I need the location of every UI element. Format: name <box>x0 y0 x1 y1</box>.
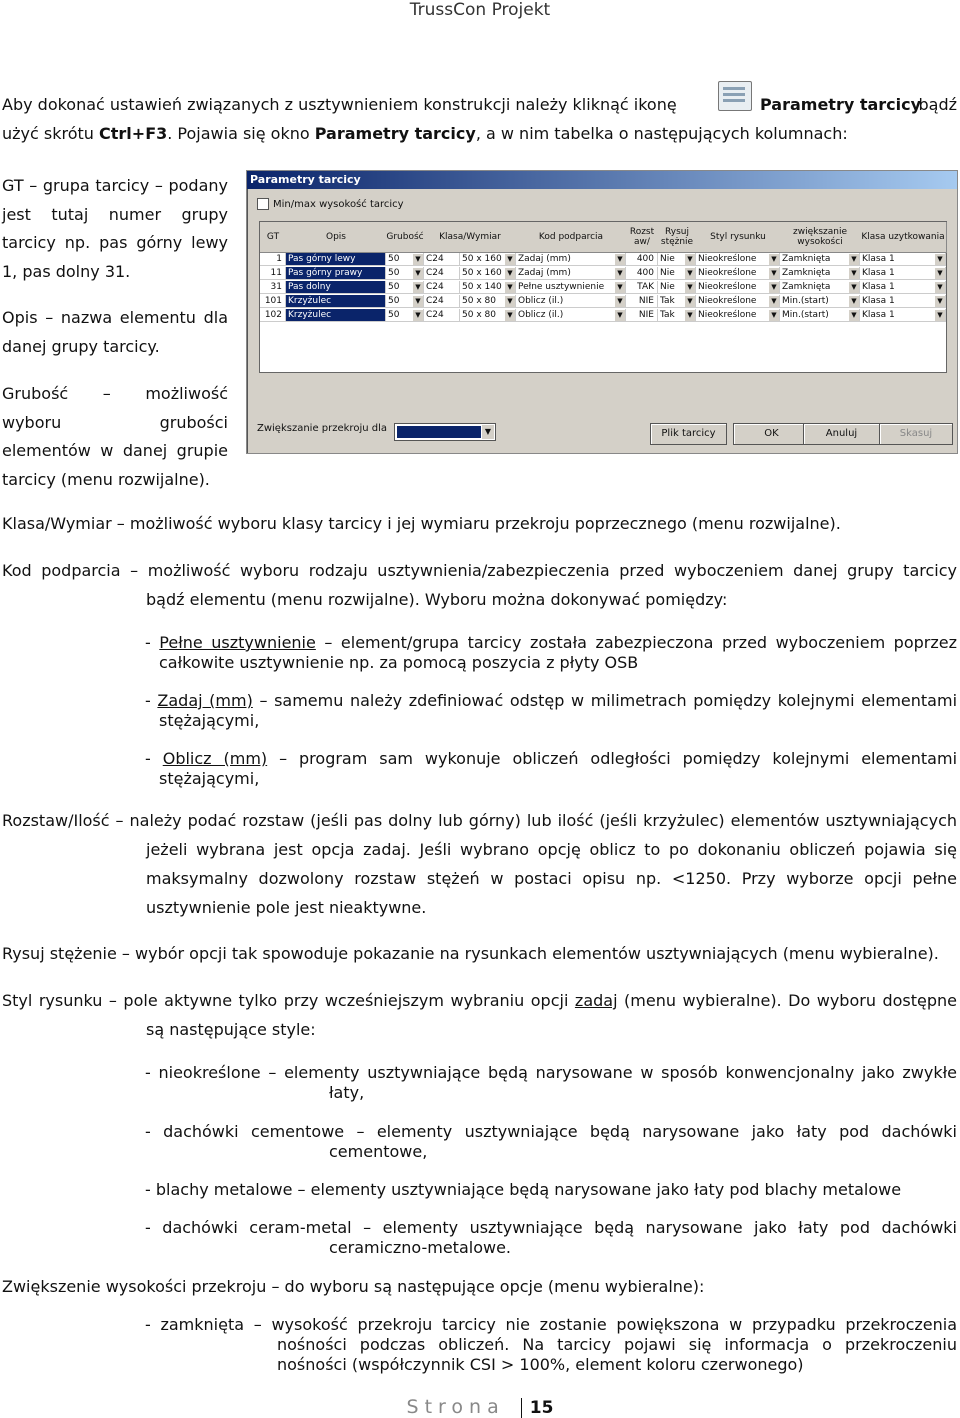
table-cell[interactable] <box>780 267 860 280</box>
cell-text: Zamknięta <box>782 282 831 292</box>
intro-line-2: użyć skrótu Ctrl+F3. Pojawia się okno Parametry tarcicy, a w nim tabelka o następujących kolumnach: <box>2 124 848 143</box>
table-cell[interactable] <box>860 281 946 294</box>
column-header: Kod podparcia <box>516 222 627 253</box>
styl-bullet-1: - nieokreślone – elementy usztywniające będą narysowane w sposób konwencjonalny jako zwykłe <box>145 1063 957 1082</box>
zwiekszenie-line-1: Zwiększenie wysokości przekroju – do wyboru są następujące opcje (menu wybieralne): <box>2 1277 705 1296</box>
chevron-down-icon[interactable]: ▼ <box>413 310 423 321</box>
chevron-down-icon[interactable]: ▼ <box>685 310 695 321</box>
styl-bullet-4: - dachówki ceram-metal – elementy usztywniające będą narysowane jako łaty pod dachówki <box>145 1218 957 1237</box>
cell-text: Pas górny lewy <box>288 254 356 264</box>
cell-text: C24 <box>426 282 444 292</box>
cell-text: Min.(start) <box>782 296 829 306</box>
chevron-down-icon[interactable]: ▼ <box>849 282 859 293</box>
rysuj-paragraph: Rysuj stężenie – wybór opcji tak spowoduje pokazanie na rysunkach elementów usztywniających (menu wybieralne). <box>2 944 939 963</box>
cell-text: Tak <box>660 310 675 320</box>
chevron-down-icon[interactable]: ▼ <box>615 254 625 265</box>
cell-text: 50 <box>388 296 400 306</box>
cell-text: Nieokreślone <box>698 310 757 320</box>
footer-label: Strona <box>406 1396 505 1418</box>
kod-bullet-2: - Zadaj (mm) – samemu należy zdefiniować odstęp w milimetrach pomiędzy kolejnymi elementami <box>145 691 958 710</box>
table-cell <box>286 295 386 308</box>
opis-description: Opis – nazwa elementu dla danej grupy tarcicy. <box>2 308 228 356</box>
cell-text: C24 <box>426 268 444 278</box>
table-cell[interactable] <box>460 253 516 266</box>
cell-text: Zamknięta <box>782 268 831 278</box>
cell-text: 50 x 160 <box>462 268 502 278</box>
table-cell <box>286 253 386 266</box>
chevron-down-icon[interactable]: ▼ <box>935 296 945 307</box>
table-cell <box>626 309 658 322</box>
cell-text: Pas górny prawy <box>288 268 363 278</box>
column-header: Klasa uzytkowania <box>860 222 947 253</box>
chevron-down-icon[interactable]: ▼ <box>769 310 779 321</box>
kod-line-1: Kod podparcia – możliwość wyboru rodzaju usztywnienia/zabezpieczenia przed wyboczeniem danej grupy tarcicy <box>2 561 957 580</box>
table-cell <box>424 309 460 322</box>
gt-description: GT – grupa tarcicy – podany jest tutaj numer grupy tarcicy np. pas górny lewy 1, pas dolny 31. <box>2 176 228 281</box>
cell-text: NIE <box>638 310 654 320</box>
styl-bullet-3: - blachy metalowe – elementy usztywniające będą narysowane jako łaty pod blachy metalowe <box>145 1180 902 1199</box>
table-cell[interactable] <box>516 281 626 294</box>
table-cell[interactable] <box>860 309 946 322</box>
column-header: Rozst aw/ <box>626 222 659 253</box>
chevron-down-icon[interactable]: ▼ <box>769 282 779 293</box>
chevron-down-icon[interactable]: ▼ <box>769 254 779 265</box>
table-cell[interactable] <box>780 295 860 308</box>
cell-text: Nieokreślone <box>698 268 757 278</box>
kod-bullet-3-cont: stężającymi, <box>159 769 260 788</box>
chevron-down-icon[interactable]: ▼ <box>505 282 515 293</box>
cell-text: 50 x 80 <box>462 296 496 306</box>
table-cell[interactable] <box>386 309 424 322</box>
table-cell[interactable] <box>516 253 626 266</box>
table-row[interactable] <box>260 309 946 323</box>
table-cell[interactable] <box>696 295 780 308</box>
table-cell <box>424 295 460 308</box>
cell-text: Klasa 1 <box>862 310 895 320</box>
table-cell[interactable] <box>386 253 424 266</box>
cell-text: Klasa 1 <box>862 296 895 306</box>
cell-text: Zadaj (mm) <box>518 254 571 264</box>
rozstaw-line-1: Rozstaw/Ilość – należy podać rozstaw (jeśli pas dolny lub górny) lub ilość (jeśli krzyżulec) elementów usztywniających <box>2 811 957 830</box>
table-cell <box>260 309 286 322</box>
intro-bold: Parametry tarcicy <box>760 95 922 114</box>
table-cell <box>286 309 386 322</box>
table-cell <box>286 281 386 294</box>
table-cell[interactable] <box>696 309 780 322</box>
table-cell[interactable] <box>658 281 696 294</box>
cell-text: Nie <box>660 268 675 278</box>
styl-line-1: Styl rysunku – pole aktywne tylko przy wcześniejszym wybraniu opcji zadaj (menu wybieralne). Do wyboru dostępne <box>2 991 958 1010</box>
cell-text: 31 <box>270 282 282 292</box>
table-cell <box>626 295 658 308</box>
cell-text: Pełne usztywnienie <box>518 282 605 292</box>
table-cell[interactable] <box>658 295 696 308</box>
chevron-down-icon[interactable]: ▼ <box>685 254 695 265</box>
chevron-down-icon[interactable]: ▼ <box>615 296 625 307</box>
table-cell <box>260 281 286 294</box>
chevron-down-icon[interactable]: ▼ <box>685 282 695 293</box>
cell-text: Klasa 1 <box>862 282 895 292</box>
chevron-down-icon[interactable]: ▼ <box>505 268 515 279</box>
cell-text: Nie <box>660 254 675 264</box>
table-row[interactable] <box>260 253 946 267</box>
anuluj-button[interactable]: Anuluj <box>803 423 880 445</box>
table-cell[interactable] <box>696 253 780 266</box>
chevron-down-icon[interactable]: ▼ <box>482 425 494 439</box>
table-cell <box>424 253 460 266</box>
table-cell[interactable] <box>696 281 780 294</box>
table-cell <box>260 295 286 308</box>
chevron-down-icon[interactable]: ▼ <box>769 296 779 307</box>
chevron-down-icon[interactable]: ▼ <box>935 310 945 321</box>
table-row[interactable] <box>260 281 946 295</box>
table-cell[interactable] <box>780 309 860 322</box>
chevron-down-icon[interactable]: ▼ <box>505 254 515 265</box>
table-cell[interactable] <box>658 253 696 266</box>
cell-text: 400 <box>636 254 654 264</box>
table-cell[interactable] <box>460 267 516 280</box>
chevron-down-icon[interactable]: ▼ <box>505 310 515 321</box>
table-cell[interactable] <box>696 267 780 280</box>
cell-text: Zadaj (mm) <box>518 268 571 278</box>
cell-text: NIE <box>638 296 654 306</box>
chevron-down-icon[interactable]: ▼ <box>935 282 945 293</box>
cell-text: Oblicz (il.) <box>518 310 564 320</box>
cell-text: TAK <box>637 282 654 292</box>
chevron-down-icon[interactable]: ▼ <box>685 296 695 307</box>
chevron-down-icon[interactable]: ▼ <box>849 296 859 307</box>
kod-line-2: bądź elementu (menu rozwijalne). Wyboru można dokonywać pomiędzy: <box>146 590 728 609</box>
chevron-down-icon[interactable]: ▼ <box>413 282 423 293</box>
increase-select[interactable] <box>394 423 496 441</box>
intro-text-end: bądź <box>918 95 957 114</box>
table-cell <box>260 253 286 266</box>
cell-text: 50 x 140 <box>462 282 502 292</box>
column-header: zwiększanie wysokości <box>780 222 861 253</box>
styl-bullet-1-cont: łaty, <box>329 1083 365 1102</box>
chevron-down-icon[interactable]: ▼ <box>413 268 423 279</box>
table-cell <box>626 253 658 266</box>
table-cell <box>260 267 286 280</box>
cell-text: 400 <box>636 268 654 278</box>
table-cell[interactable] <box>516 267 626 280</box>
cell-text: Oblicz (il.) <box>518 296 564 306</box>
parameters-table <box>259 221 947 373</box>
table-cell <box>424 281 460 294</box>
cell-text: 1 <box>276 254 282 264</box>
table-cell[interactable] <box>860 267 946 280</box>
parametry-tarcicy-icon[interactable] <box>718 81 752 111</box>
cell-text: 50 x 160 <box>462 254 502 264</box>
cell-text: 50 <box>388 254 400 264</box>
table-cell[interactable] <box>860 253 946 266</box>
cell-text: Klasa 1 <box>862 268 895 278</box>
chevron-down-icon[interactable]: ▼ <box>935 268 945 279</box>
chevron-down-icon[interactable]: ▼ <box>615 282 625 293</box>
chevron-down-icon[interactable]: ▼ <box>505 296 515 307</box>
zwiekszenie-bullet-1-cont2: nośności (współczynnik CSI > 100%, element koloru czerwonego) <box>277 1355 804 1374</box>
cell-text: Krzyżulec <box>288 310 332 320</box>
table-cell[interactable] <box>386 267 424 280</box>
column-header: Opis <box>286 222 387 253</box>
cell-text: 11 <box>270 268 282 278</box>
selected-color <box>397 426 481 438</box>
skasuj-button[interactable]: Skasuj <box>879 423 953 445</box>
table-cell[interactable] <box>516 309 626 322</box>
table-cell <box>626 281 658 294</box>
table-cell[interactable] <box>516 295 626 308</box>
cell-text: Nieokreślone <box>698 282 757 292</box>
cell-text: 101 <box>264 296 282 306</box>
checkbox-box[interactable] <box>257 198 269 210</box>
page-footer <box>0 1396 960 1418</box>
klasa-paragraph: Klasa/Wymiar – możliwość wyboru klasy tarcicy i jej wymiaru przekroju poprzecznego (menu rozwijalne). <box>2 514 841 533</box>
chevron-down-icon[interactable]: ▼ <box>935 254 945 265</box>
dialog-title: Parametry tarcicy <box>247 171 957 189</box>
table-row[interactable] <box>260 267 946 281</box>
cell-text: Nie <box>660 282 675 292</box>
styl-bullet-4-cont: ceramiczno-metalowe. <box>329 1238 512 1257</box>
chevron-down-icon[interactable]: ▼ <box>849 254 859 265</box>
cell-text: Pas dolny <box>288 282 331 292</box>
chevron-down-icon[interactable]: ▼ <box>769 268 779 279</box>
cell-text: Krzyżulec <box>288 296 332 306</box>
table-cell[interactable] <box>780 281 860 294</box>
table-row[interactable] <box>260 295 946 309</box>
intro-line-1 <box>2 95 957 115</box>
cell-text: Zamknięta <box>782 254 831 264</box>
column-header: Styl rysunku <box>696 222 781 253</box>
cell-text: Tak <box>660 296 675 306</box>
cell-text: Nieokreślone <box>698 296 757 306</box>
table-cell <box>626 267 658 280</box>
intro-text: Aby dokonać ustawień związanych z usztywnieniem konstrukcji należy kliknąć ikonę <box>2 95 677 114</box>
grubosc-description: Grubość – możliwość wyboru grubości elementów w danej grupie tarcicy (menu rozwijalne). <box>2 384 228 489</box>
cell-text: 50 <box>388 268 400 278</box>
column-header: Rysuj stężnie <box>658 222 697 253</box>
zwiekszenie-bullet-1-cont: nośności podczas obliczeń. Na tarcicy pojawi się informacja o przekroczeniu <box>277 1335 957 1354</box>
rozstaw-line-3: maksymalny dozwolony rozstaw stężeń w postaci opisu np. <1250. Przy wyborze opcji pełne <box>146 869 957 888</box>
cell-text: C24 <box>426 310 444 320</box>
styl-line-2: są następujące style: <box>146 1020 316 1039</box>
cell-text: 102 <box>264 310 282 320</box>
cell-text: Klasa 1 <box>862 254 895 264</box>
table-cell[interactable] <box>780 253 860 266</box>
cell-text: 50 <box>388 282 400 292</box>
table-cell <box>286 267 386 280</box>
page-header: TrussCon Projekt <box>409 0 551 20</box>
chevron-down-icon[interactable]: ▼ <box>685 268 695 279</box>
minmax-checkbox[interactable]: Min/max wysokość tarcicy <box>257 198 404 210</box>
parametry-tarcicy-dialog <box>246 170 958 454</box>
styl-bullet-2: - dachówki cementowe – elementy usztywniające będą narysowane jako łaty pod dachówki <box>145 1122 957 1141</box>
column-header: GT <box>260 222 287 253</box>
table-cell[interactable] <box>386 281 424 294</box>
cell-text: C24 <box>426 296 444 306</box>
kod-bullet-3: - Oblicz (mm) – program sam wykonuje obliczeń odległości pomiędzy kolejnymi elementami <box>145 749 958 768</box>
kod-bullet-1: - Pełne usztywnienie – element/grupa tarcicy została zabezpieczona przed wyboczeniem poprzez <box>145 633 957 652</box>
rozstaw-line-4: usztywnienie pole jest nieaktywne. <box>146 898 427 917</box>
kod-bullet-2-cont: stężającymi, <box>159 711 260 730</box>
table-cell[interactable] <box>460 281 516 294</box>
chevron-down-icon[interactable]: ▼ <box>849 268 859 279</box>
table-cell[interactable] <box>658 267 696 280</box>
chevron-down-icon[interactable]: ▼ <box>615 310 625 321</box>
chevron-down-icon[interactable]: ▼ <box>849 310 859 321</box>
cell-text: 50 <box>388 310 400 320</box>
chevron-down-icon[interactable]: ▼ <box>413 254 423 265</box>
cell-text: 50 x 80 <box>462 310 496 320</box>
kod-bullet-1-cont: całkowite usztywnienie np. za pomocą poszycia z płyty OSB <box>159 653 639 672</box>
page-number: 15 <box>521 1398 554 1418</box>
increase-label: Zwiększanie przekroju dla <box>257 423 387 434</box>
styl-bullet-2-cont: cementowe, <box>329 1142 428 1161</box>
rozstaw-line-2: jeżeli wybrana jest opcja zadaj. Jeśli wybrano opcję oblicz to po dokonaniu obliczeń pojawia się <box>146 840 957 859</box>
column-header: Grubość <box>386 222 425 253</box>
chevron-down-icon[interactable]: ▼ <box>615 268 625 279</box>
cell-text: C24 <box>426 254 444 264</box>
table-cell <box>424 267 460 280</box>
plik-tarcicy-button[interactable]: Plik tarcicy <box>650 423 727 445</box>
table-cell[interactable] <box>860 295 946 308</box>
table-cell[interactable] <box>658 309 696 322</box>
cell-text: Nieokreślone <box>698 254 757 264</box>
chevron-down-icon[interactable]: ▼ <box>413 296 423 307</box>
table-cell[interactable] <box>460 309 516 322</box>
column-header: Klasa/Wymiar <box>424 222 517 253</box>
table-cell[interactable] <box>386 295 424 308</box>
cell-text: Min.(start) <box>782 310 829 320</box>
table-cell[interactable] <box>460 295 516 308</box>
ok-button[interactable]: OK <box>733 423 810 445</box>
zwiekszenie-bullet-1: - zamknięta – wysokość przekroju tarcicy nie zostanie powiększona w przypadku przekroczenia <box>145 1315 957 1334</box>
